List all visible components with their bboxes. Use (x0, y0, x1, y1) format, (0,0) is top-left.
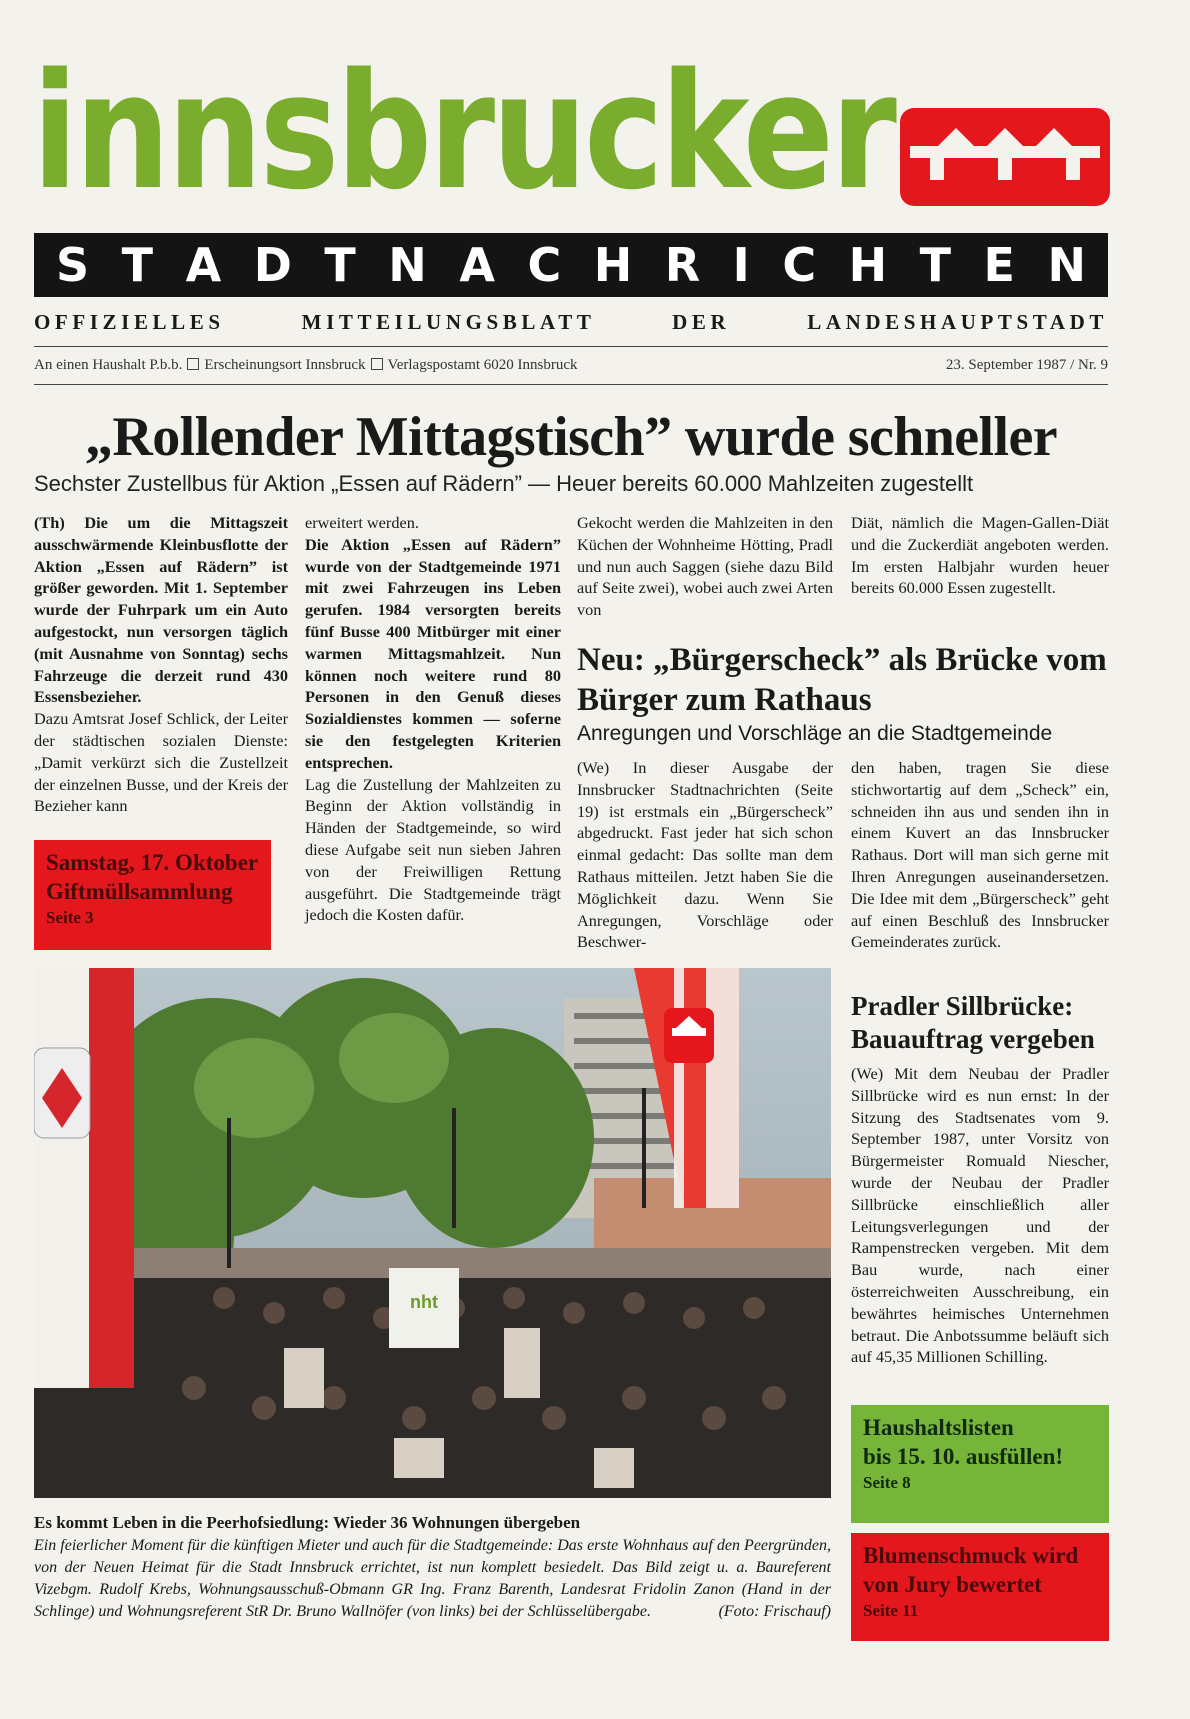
lead-column-3: Gekocht werden die Mahlzeiten in den Küchen der Wohnheime Hötting, Pradl und nun auch Saggen (siehe dazu Bild auf Seite zwei), wobei auch zwei Arten von (577, 513, 833, 620)
postal-line (34, 357, 578, 374)
lead-column-4: Diät, nämlich die Magen-Gallen-Diät und die Zuckerdiät angeboten werden. Im ersten Halbjahr wurden heuer bereits 60.000 Essen zugestellt. (851, 513, 1109, 598)
photo-caption (34, 1535, 831, 1623)
checkbox-square-icon (187, 358, 199, 370)
band-letter: T (919, 238, 951, 292)
promo-title: bis 15. 10. ausfüllen! (863, 1444, 1064, 1469)
buerger-headline: Neu: „Bürgerscheck” als Brücke vom Bürger zum Rathaus (577, 642, 1107, 718)
promo-title: Haushaltslisten (863, 1415, 1014, 1440)
photo-caption-text: Ein feierlicher Moment für die künftigen Mieter und auch für die Stadtgemeinde: Das erste Wohnhaus auf den Peergründen, von der Neuen Heimat für die Stadt Innsbruck errichtet, ist nun komplett besiedelt. Das Bild zeigt u. a. Baureferent Vizebgm. Rudolf Krebs, Wohnungsausschuß-Obmann GR Ing. Franz Barenth, Landesrat Fridolin Zanon (Hand in der Schlinge) und Wohnungsreferent StR Dr. Bruno Wallnöfer (von links) bei der Schlüsselübergabe. (34, 1537, 831, 1620)
promo-giftmuell[interactable] (34, 840, 271, 950)
masthead-band-title (34, 233, 1108, 297)
lead-intro: (Th) Die um die Mittagszeit ausschwärmende Kleinbusflotte der Aktion „Essen auf Rädern” ist größer geworden. Mit 1. September wurde der Fuhrpark um ein Auto aufgestockt, nun versorgen täglich (mit Ausnahme von Sonntag) sechs Fahrzeuge die derzeit rund 430 Essensbezieher. (34, 513, 288, 707)
masthead-wordmark: innsbrucker (32, 38, 894, 225)
promo-page: Seite 11 (863, 1601, 919, 1620)
checkbox-square-icon (371, 358, 383, 370)
band-letter: H (848, 238, 888, 292)
promo-page: Seite 8 (863, 1473, 911, 1492)
lead-body: erweitert werden. (305, 513, 419, 532)
ceremony-photo (34, 968, 831, 1498)
photo-credit: (Foto: Frischauf) (718, 1603, 831, 1620)
band-letter: C (782, 238, 817, 292)
divider (34, 384, 1108, 385)
podium-label: nht (410, 1292, 438, 1312)
buerger-column-1: (We) In dieser Ausgabe der Innsbrucker Stadtnachrichten (Seite 19) ist erstmals ein „Bürgerscheck” abgedruckt. Fast jeder hat sich schon einmal gedacht: Das sollte man dem Rathaus mitteilen. Jetzt haben Sie die Möglichkeit dazu. Wenn Sie Anregungen, Vorschläge oder Beschwer- (577, 758, 833, 952)
band-letter: A (185, 238, 222, 292)
lead-column-2 (305, 512, 561, 926)
lead-subheadline: Sechster Zustellbus für Aktion „Essen auf Rädern” — Heuer bereits 60.000 Mahlzeiten zugestellt (34, 471, 974, 496)
issue-date: 23. September 1987 / Nr. 9 (945, 357, 1108, 373)
promo-blumenschmuck[interactable] (851, 1533, 1109, 1641)
band-letter: A (459, 238, 495, 292)
promo-page: Seite 3 (46, 908, 94, 927)
lead-headline: „Rollender Mittagstisch” wurde schneller (85, 406, 1057, 468)
promo-title: Blumenschmuck wird (863, 1543, 1079, 1568)
innsbruck-crest-icon (900, 108, 1110, 206)
postal-part: Verlagspostamt 6020 Innsbruck (387, 357, 578, 373)
band-letter: N (1047, 238, 1086, 292)
band-letter: I (732, 238, 750, 292)
promo-title: von Jury bewertet (863, 1572, 1042, 1597)
lead-body: Lag die Zustellung der Mahlzeiten zu Beginn der Aktion vollständig in Händen der Stadtgemeinde, so wird diese Aufgabe seit nun sieben Jahren von der Freiwilligen Rettung ausgeführt. Die Stadtgemeinde trägt jedoch die Kosten dafür. (305, 774, 561, 925)
pradler-body: (We) Mit dem Neubau der Pradler Sillbrücke wird es nun ernst: In der Sitzung des Stadtsenates vom 9. September 1987, unter Vorsitz von Bürgermeister Romuald Niescher, wurde der Neubau der Pradler Sillbrücke einschließlich aller Leitungsverlegungen und der Rampenstrecken vergeben. Mit dem Bau wurde, nach einer österreichweiten Ausschreibung, ein bewährtes heimisches Unternehmen betraut. Die Anbotssumme beläuft sich auf 45,35 Millionen Schilling. (851, 1064, 1109, 1367)
band-letter: N (388, 238, 427, 292)
band-letter: T (324, 238, 356, 292)
divider (34, 346, 1108, 347)
band-letter: C (527, 238, 562, 292)
buerger-column-2: den haben, tragen Sie diese stichwortartig auf dem „Scheck” ein, schneiden ihn aus und senden ihn in einem Kuvert an das Innsbrucker Rathaus. Dort will man sich gerne mit Ihren Anregungen auseinandersetzen. Die Idee mit dem „Bürgerscheck” geht auf einen Beschluß des Innsbrucker Gemeinderates zurück. (851, 758, 1109, 952)
band-letter: H (593, 238, 633, 292)
ceremony-photo-illustration (34, 968, 831, 1498)
postal-part: Erscheinungsort Innsbruck (204, 357, 366, 373)
lead-body-bold: Die Aktion „Essen auf Rädern” wurde von der Stadtgemeinde 1971 mit zwei Fahrzeugen ins Leben gerufen. 1984 versorgten bereits fünf Busse 400 Mitbürger mit einer warmen Mittagsmahlzeit. Nun können noch weitere rund 80 Personen in den Genuß dieses Sozialdienstes kommen — soferne sie den festgelegten Kriterien entsprechen. (305, 534, 561, 772)
promo-title: Samstag, 17. Oktober (46, 850, 259, 875)
masthead-subtitle: OFFIZIELLES MITTEILUNGSBLATT DER LANDESHAUPTSTADT (34, 310, 1108, 334)
postal-part: An einen Haushalt P.b.b. (34, 357, 183, 373)
promo-title: Giftmüllsammlung (46, 879, 233, 904)
lead-column-1 (34, 512, 288, 817)
pradler-headline: Pradler Sillbrücke: Bauauftrag vergeben (851, 991, 1095, 1054)
band-letter: R (664, 238, 701, 292)
lead-body: Dazu Amtsrat Josef Schlick, der Leiter der städtischen sozialen Dienste: „Damit verkürzt sich die Zustellzeit der einzelnen Busse, und der Kreis der Bezieher kann (34, 709, 288, 816)
band-letter: E (983, 238, 1015, 292)
band-letter: D (253, 238, 292, 292)
photo-caption-title: Es kommt Leben in die Peerhofsiedlung: Wieder 36 Wohnungen übergeben (34, 1513, 581, 1532)
band-letter: T (121, 238, 154, 292)
buerger-subheadline: Anregungen und Vorschläge an die Stadtgemeinde (577, 722, 1053, 745)
band-letter: S (56, 238, 90, 292)
promo-haushaltslisten[interactable] (851, 1405, 1109, 1523)
